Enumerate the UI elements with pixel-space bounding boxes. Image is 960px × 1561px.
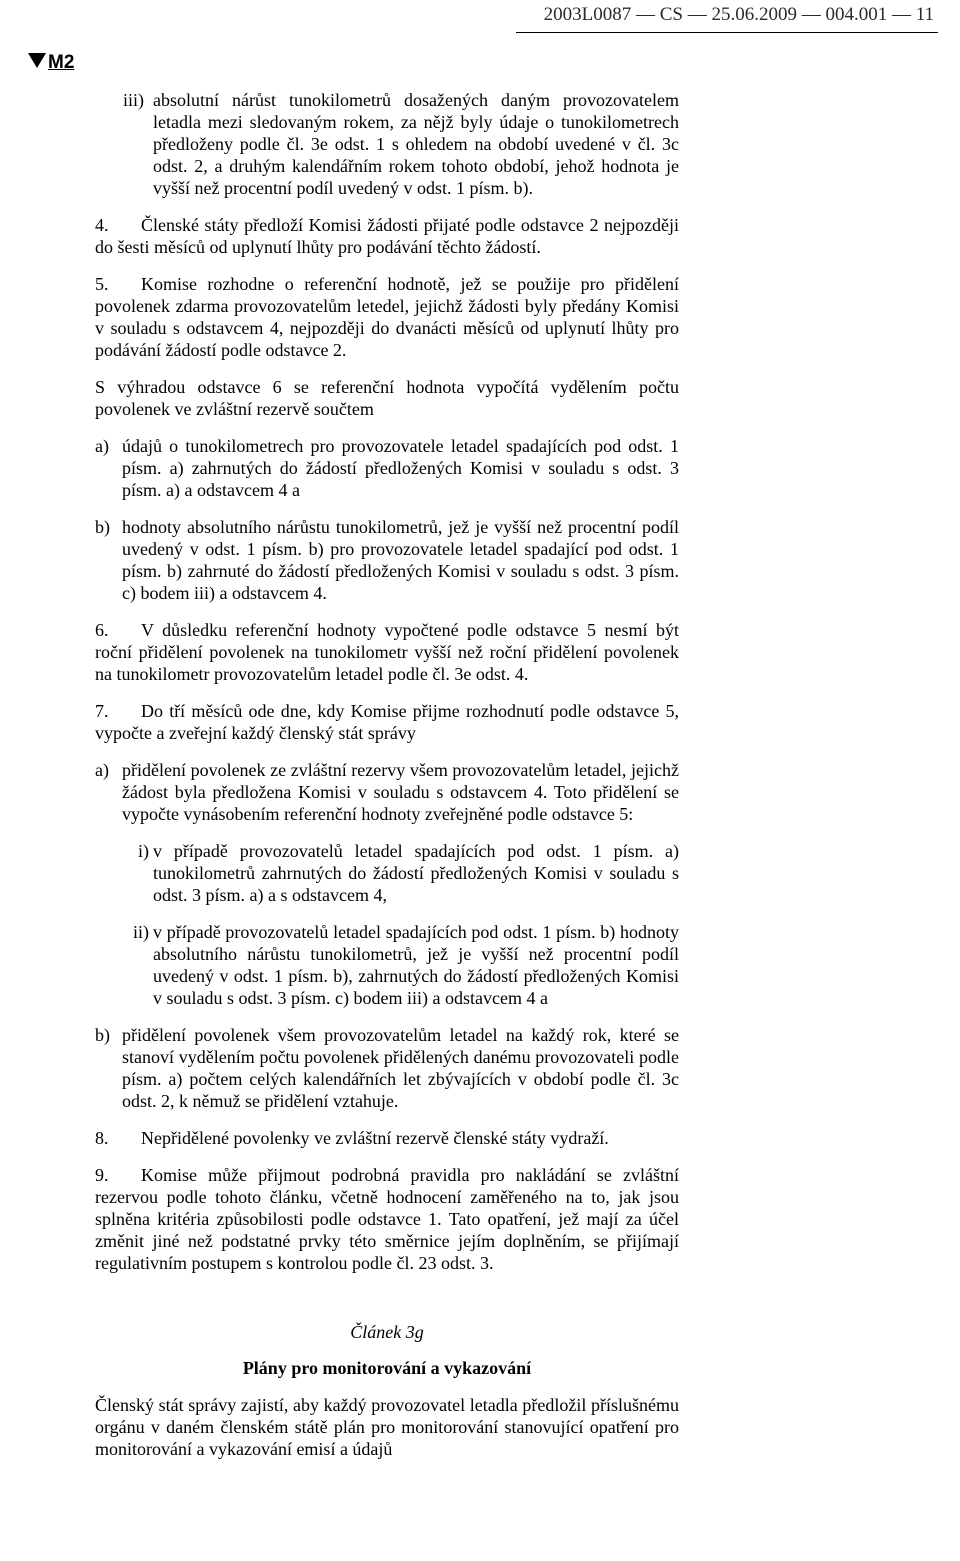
list-item-text: údajů o tunokilometrech pro provozovatele letadel spadajících pod odst. 1 písm. a) zahrnutých do žádostí předložených Komisi v souladu s odst. 3 písm. a) a odstavcem 4 a: [122, 436, 679, 500]
paragraph-number: 4.: [95, 215, 109, 235]
paragraph-text: Komise může přijmout podrobná pravidla pro nakládání se zvláštní rezervou podle tohoto článku, včetně hodnocení zaměřeného na to, jak jsou splněna kritéria způsobilosti podle odstavce 1. Tato opatření, jež mají za účel změnit jiné než podstatné prvky této směrnice jejím doplněním, se přijímají regulativním postupem s kontrolou podle čl. 23 odst. 3.: [95, 1165, 679, 1273]
list-item-label: b): [95, 1025, 110, 1045]
list-item-text: v případě provozovatelů letadel spadajících pod odst. 1 písm. b) hodnoty absolutního nárůstu tunokilometrů, jež je vyšší než procentní podíl uvedený v odst. 1 písm. b), zahrnutých do žádostí předložených Komisi v souladu s odst. 3 písm. c) bodem iii) a odstavcem 4 a: [153, 922, 679, 1008]
paragraph-text: Komise rozhodne o referenční hodnotě, jež se použije pro přidělení povolenek zdarma provozovatelům letedel, jejichž žádosti byly předány Komisi v souladu s odstavcem 4, nejpozději do dvanácti měsíců od uplynutí lhůty pro podávání žádostí podle odstavce 2.: [95, 274, 679, 360]
paragraph-7: [95, 700, 679, 744]
list-item-label: a): [95, 436, 109, 456]
amendment-marker: [28, 52, 74, 74]
list-item-iii: [123, 89, 679, 199]
list-item-7a-ii: [123, 921, 679, 1009]
article-paragraph: Členský stát správy zajistí, aby každý provozovatel letadla předložil příslušnému orgánu v daném členském státě plán pro monitorování stanovující opatření pro monitorování a vykazování emisí a údajů: [95, 1395, 679, 1459]
paragraph-number: 5.: [95, 274, 109, 294]
article-heading: Plány pro monitorování a vykazování: [242, 1358, 532, 1378]
list-item-text: absolutní nárůst tunokilometrů dosažených daným provozovatelem letadla mezi sledovaným rokem, za nějž byly údaje o tunokilometrech předloženy podle čl. 3e odst. 1 s ohledem na období uvedené v čl. 3c odst. 2, a druhým kalendářním rokem tohoto období, jehož hodnota je vyšší než procentní podíl uvedený v odst. 1 písm. b).: [153, 90, 679, 198]
document-header: [544, 4, 934, 26]
header-reference: 2003L0087 — CS — 25.06.2009 — 004.001 — 11: [543, 4, 934, 25]
paragraph-4: [95, 214, 679, 258]
list-item-label: ii): [133, 922, 149, 942]
document-body: [95, 89, 679, 1475]
paragraph-number: 7.: [95, 701, 109, 721]
paragraph-number: 6.: [95, 620, 109, 640]
paragraph-5: [95, 273, 679, 361]
article-title: Článek 3g: [350, 1322, 424, 1342]
paragraph-text: V důsledku referenční hodnoty vypočtené podle odstavce 5 nesmí být roční přidělení povolenek na tunokilometr vyšší než roční přidělení povolenek na tunokilometr provozovatelům letadel podle čl. 3e odst. 4.: [95, 620, 679, 684]
list-item-5b: [95, 516, 679, 604]
list-item-label: i): [138, 841, 149, 861]
list-item-text: hodnoty absolutního nárůstu tunokilometrů, jež je vyšší než procentní podíl uvedený v odst. 1 písm. b) pro provozovatele letadel spadající pod odst. 1 písm. b) zahrnuté do žádostí předložených Komisi v souladu s odst. 3 písm. c) bodem iii) a odstavcem 4.: [122, 517, 679, 603]
list-item-label: iii): [123, 90, 144, 110]
list-item-7a-i: [123, 840, 679, 906]
amendment-code: M2: [48, 52, 75, 73]
list-item-7b: [95, 1024, 679, 1112]
paragraph-5-continuation: S výhradou odstavce 6 se referenční hodnota vypočítá vydělením počtu povolenek ve zvláštní rezervě součtem: [95, 377, 679, 419]
paragraph-text: Členské státy předloží Komisi žádosti přijaté podle odstavce 2 nejpozději do šesti měsíců od uplynutí lhůty pro podávání těchto žádostí.: [95, 215, 679, 257]
list-item-label: b): [95, 517, 110, 537]
list-item-5a: [95, 435, 679, 501]
list-item-text: přidělení povolenek všem provozovatelům letadel na každý rok, které se stanoví vydělením počtu povolenek přidělených danému provozovateli podle písm. a) počtem celých kalendářních let zbývajících v období podle čl. 3c odst. 2, k němuž se přidělení vztahuje.: [122, 1025, 679, 1111]
list-item-label: a): [95, 760, 109, 780]
list-item-7a: [95, 759, 679, 825]
paragraph-number: 9.: [95, 1165, 109, 1185]
paragraph-8: [95, 1127, 679, 1149]
list-item-text: v případě provozovatelů letadel spadajících pod odst. 1 písm. a) tunokilometrů zahrnutých do žádostí předložených Komisi v souladu s odst. 3 písm. a) a s odstavcem 4,: [153, 841, 679, 905]
paragraph-number: 8.: [95, 1128, 109, 1148]
paragraph-9: [95, 1164, 679, 1274]
paragraph-text: Nepřidělené povolenky ve zvláštní rezervě členské státy vydraží.: [141, 1128, 609, 1148]
paragraph-text: Do tří měsíců ode dne, kdy Komise přijme rozhodnutí podle odstavce 5, vypočte a zveřejní každý členský stát správy: [95, 701, 679, 743]
list-item-text: přidělení povolenek ze zvláštní rezervy všem provozovatelům letadel, jejichž žádost byla předložena Komisi v souladu s odstavcem 4. Toto přidělení se vypočte vynásobením referenční hodnoty zveřejněné podle odstavce 5:: [122, 760, 679, 824]
triangle-down-icon: [28, 53, 46, 68]
paragraph-6: [95, 619, 679, 685]
header-rule: [516, 32, 938, 33]
